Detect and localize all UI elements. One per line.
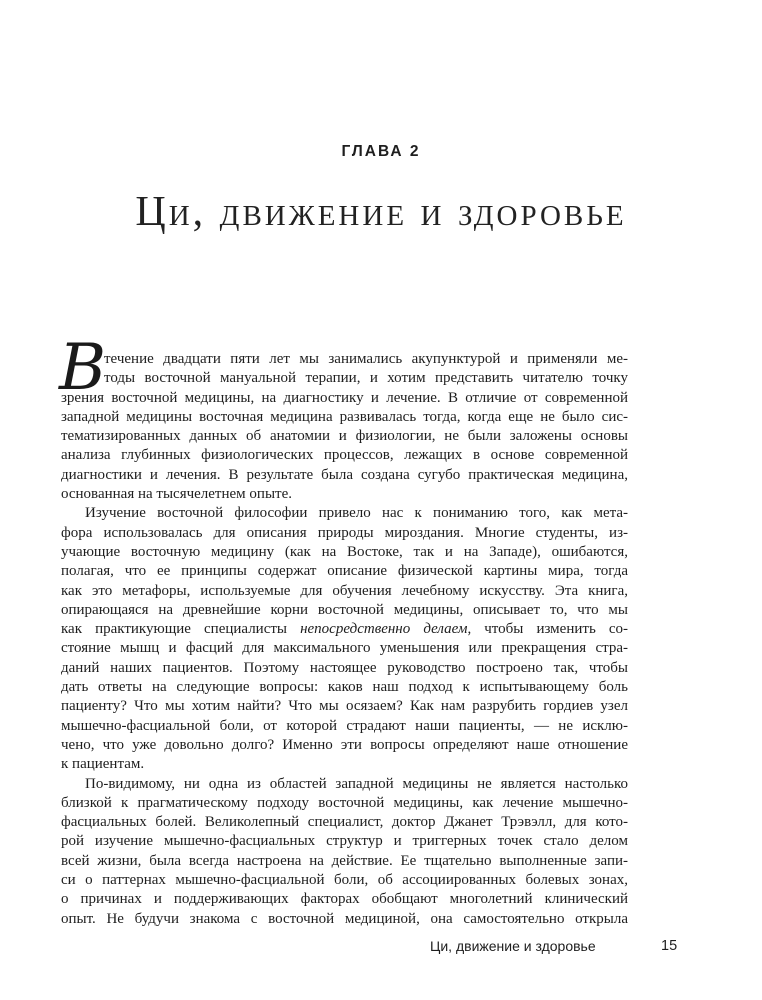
text-line: рой изучение мышечно-фасциальных структур и триггерных точек стало делом [61, 833, 628, 850]
text-line: зрения восточной медицины, на диагностику и лечение. В отличие от современной [61, 389, 628, 406]
text-line: тоды восточной мануальной терапии, и хотим представить читателю точку [104, 370, 628, 387]
text-line: си о паттернах мышечно-фасциальной боли, об ассоциированных болевых зонах, [61, 872, 628, 889]
text-line: полагая, что ее принципы содержат описание физической картины мира, тогда [61, 563, 628, 580]
text-line: опыт. Не будучи знакома с восточной медициной, она самостоятельно открыла [61, 910, 628, 927]
text-line: основанная на тысячелетнем опыте. [61, 486, 292, 503]
drop-cap: В [59, 331, 107, 405]
text-fragment: , чтобы изменить со- [467, 621, 629, 638]
text-line: близкой к прагматическому подходу восточной медицины, как лечение мышечно- [61, 794, 628, 811]
text-line: даний наших пациентов. Поэтому настоящее руководство построено так, чтобы [61, 659, 628, 676]
paragraph-3 [61, 775, 628, 929]
running-footer-title: Ци, движение и здоровье [430, 938, 596, 954]
text-line: стояние мышц и фасций для максимального уменьшения или прекращения стра- [61, 640, 628, 657]
text-line: Изучение восточной философии привело нас к пониманию того, как мета- [85, 505, 628, 522]
paragraph-2 [61, 504, 628, 774]
text-line: западной медицины восточная медицина развивалась тогда, когда еще не было сис- [61, 408, 628, 425]
text-line: тематизированных данных об анатомии и физиологии, не были заложены основы [61, 428, 628, 445]
text-line: По-видимому, ни одна из областей западной медицины не является настолько [85, 775, 628, 792]
chapter-label: ГЛАВА 2 [341, 143, 421, 160]
text-fragment: как практикующие специалисты [61, 621, 301, 638]
text-line: дать ответы на следующие вопросы: каков наш подход к испытывающему боль [61, 679, 628, 696]
text-line: о причинах и поддерживающих факторах обобщают многолетний клинический [61, 891, 628, 908]
text-line: всей жизни, была всегда настроена на действие. Ее тщательно выполненные запи- [61, 852, 628, 869]
text-line: диагностики и лечения. В результате была создана сугубо практическая медицина, [61, 466, 628, 483]
emphasis-text: непосредственно делаем [300, 621, 468, 638]
text-line: анализа глубинных физиологических процессов, лежащих в основе современной [61, 447, 628, 464]
text-line [61, 620, 628, 639]
text-line: опирающаяся на древнейшие корни восточной медицины, описывает то, что мы [61, 601, 628, 618]
text-line: фора использовалась для описания природы мироздания. Многие студенты, из- [61, 524, 628, 541]
text-line: к пациентам. [61, 756, 145, 773]
text-line: мышечно-фасциальной боли, от которой страдают наши пациенты, — не исклю- [61, 717, 628, 734]
text-line: чено, что уже довольно долго? Именно эти вопросы определяют наше отношение [61, 736, 628, 753]
page-number: 15 [661, 938, 678, 954]
text-line: учающие восточную медицину (как на Востоке, так и на Западе), ошибаются, [61, 543, 628, 560]
text-line: течение двадцати пяти лет мы занимались акупунктурой и применяли ме- [104, 351, 628, 367]
text-line: как это метафоры, используемые для обучения лечебному искусству. Эта книга, [61, 582, 628, 599]
text-line: пациенту? Что мы хотим найти? Что мы осязаем? Как нам разрубить гордиев узел [61, 698, 628, 715]
body-text [59, 331, 629, 929]
text-line: фасциальных болей. Великолепный специалист, доктор Джанет Трэвэлл, для кото- [61, 814, 628, 831]
chapter-title: Ци, движение и здоровье [135, 189, 627, 235]
paragraph-1 [59, 331, 628, 504]
